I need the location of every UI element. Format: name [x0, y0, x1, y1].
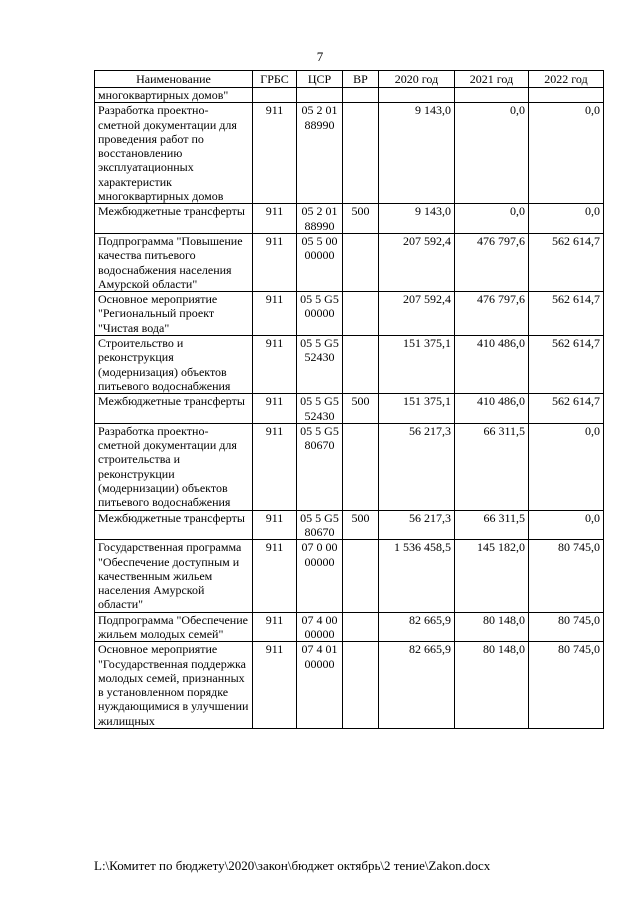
row-2021: 80 148,0 [455, 612, 529, 642]
row-grbs: 911 [253, 336, 297, 394]
row-name: Межбюджетные трансферты [95, 510, 253, 540]
row-csr: 05 5 G5 80670 [297, 510, 343, 540]
row-2021: 145 182,0 [455, 540, 529, 612]
row-name: Подпрограмма "Повышение качества питьевого водоснабжения населения Амурской области" [95, 233, 253, 291]
row-2020 [379, 88, 455, 103]
header-name: Наименование [95, 71, 253, 88]
table-header-row [95, 71, 604, 88]
row-2020: 1 536 458,5 [379, 540, 455, 612]
header-2022: 2022 год [529, 71, 604, 88]
footer-file-path: L:\Комитет по бюджету\2020\закон\бюджет октябрь\2 тение\Zakon.docx [94, 858, 491, 873]
row-2021: 0,0 [455, 204, 529, 234]
row-2022: 562 614,7 [529, 336, 604, 394]
row-csr: 05 5 G5 52430 [297, 336, 343, 394]
row-grbs [253, 88, 297, 103]
row-2021: 66 311,5 [455, 510, 529, 540]
header-2020: 2020 год [379, 71, 455, 88]
row-csr: 07 0 00 00000 [297, 540, 343, 612]
row-grbs: 911 [253, 394, 297, 424]
row-2020: 56 217,3 [379, 423, 455, 510]
row-name: Межбюджетные трансферты [95, 394, 253, 424]
row-grbs: 911 [253, 292, 297, 336]
table-row [95, 612, 604, 642]
header-csr: ЦСР [297, 71, 343, 88]
row-csr: 05 5 G5 52430 [297, 394, 343, 424]
row-2022: 80 745,0 [529, 612, 604, 642]
row-2020: 9 143,0 [379, 103, 455, 204]
budget-table [94, 70, 604, 729]
row-2020: 207 592,4 [379, 292, 455, 336]
row-2021: 410 486,0 [455, 394, 529, 424]
table-row [95, 204, 604, 234]
table-row [95, 540, 604, 612]
row-2020: 82 665,9 [379, 612, 455, 642]
row-csr [297, 88, 343, 103]
row-2021: 476 797,6 [455, 292, 529, 336]
row-2021: 476 797,6 [455, 233, 529, 291]
row-csr: 07 4 00 00000 [297, 612, 343, 642]
row-vr [343, 292, 379, 336]
row-grbs: 911 [253, 642, 297, 729]
row-name: Подпрограмма "Обеспечение жильем молодых семей" [95, 612, 253, 642]
row-name: многоквартирных домов" [95, 88, 253, 103]
row-vr [343, 612, 379, 642]
row-2022: 562 614,7 [529, 233, 604, 291]
table-row [95, 642, 604, 729]
row-vr [343, 103, 379, 204]
row-vr [343, 642, 379, 729]
row-2022: 80 745,0 [529, 540, 604, 612]
row-name: Основное мероприятие "Государственная поддержка молодых семей, признанных в установленном порядке нуждающимися в улучшении жилищных [95, 642, 253, 729]
row-csr: 05 5 G5 00000 [297, 292, 343, 336]
row-vr [343, 88, 379, 103]
row-2020: 9 143,0 [379, 204, 455, 234]
row-vr [343, 540, 379, 612]
row-2022: 0,0 [529, 103, 604, 204]
row-2022: 0,0 [529, 423, 604, 510]
table-row [95, 233, 604, 291]
row-2022: 562 614,7 [529, 394, 604, 424]
row-2021: 0,0 [455, 103, 529, 204]
row-grbs: 911 [253, 510, 297, 540]
row-2022: 0,0 [529, 510, 604, 540]
table-row [95, 336, 604, 394]
row-name: Строительство и реконструкция (модернизация) объектов питьевого водоснабжения [95, 336, 253, 394]
header-vr: ВР [343, 71, 379, 88]
row-grbs: 911 [253, 103, 297, 204]
row-vr [343, 423, 379, 510]
table-row [95, 510, 604, 540]
row-csr: 05 2 01 88990 [297, 103, 343, 204]
row-2020: 151 375,1 [379, 336, 455, 394]
row-name: Государственная программа "Обеспечение доступным и качественным жильем населения Амурской области" [95, 540, 253, 612]
row-2020: 151 375,1 [379, 394, 455, 424]
row-2022: 80 745,0 [529, 642, 604, 729]
row-grbs: 911 [253, 540, 297, 612]
row-2021: 66 311,5 [455, 423, 529, 510]
page-number: 7 [316, 49, 324, 64]
row-name: Разработка проектно-сметной документации для проведения работ по восстановлению эксплуатационных характеристик многоквартирных домов [95, 103, 253, 204]
row-csr: 05 5 G5 80670 [297, 423, 343, 510]
row-vr [343, 336, 379, 394]
row-2022: 562 614,7 [529, 292, 604, 336]
row-2022 [529, 88, 604, 103]
row-vr: 500 [343, 510, 379, 540]
row-2020: 207 592,4 [379, 233, 455, 291]
row-csr: 05 5 00 00000 [297, 233, 343, 291]
row-name: Межбюджетные трансферты [95, 204, 253, 234]
row-csr: 05 2 01 88990 [297, 204, 343, 234]
row-grbs: 911 [253, 233, 297, 291]
row-2020: 56 217,3 [379, 510, 455, 540]
header-2021: 2021 год [455, 71, 529, 88]
row-2021: 410 486,0 [455, 336, 529, 394]
row-vr: 500 [343, 204, 379, 234]
row-2020: 82 665,9 [379, 642, 455, 729]
row-csr: 07 4 01 00000 [297, 642, 343, 729]
header-grbs: ГРБС [253, 71, 297, 88]
table-row [95, 394, 604, 424]
table-row [95, 103, 604, 204]
row-name: Основное мероприятие "Региональный проект "Чистая вода" [95, 292, 253, 336]
row-grbs: 911 [253, 204, 297, 234]
table-row [95, 88, 604, 103]
row-vr [343, 233, 379, 291]
table-row [95, 423, 604, 510]
table-row [95, 292, 604, 336]
row-vr: 500 [343, 394, 379, 424]
row-grbs: 911 [253, 612, 297, 642]
row-2022: 0,0 [529, 204, 604, 234]
row-name: Разработка проектно-сметной документации для строительства и реконструкции (модернизации) объектов питьевого водоснабжения [95, 423, 253, 510]
row-grbs: 911 [253, 423, 297, 510]
row-2021 [455, 88, 529, 103]
row-2021: 80 148,0 [455, 642, 529, 729]
